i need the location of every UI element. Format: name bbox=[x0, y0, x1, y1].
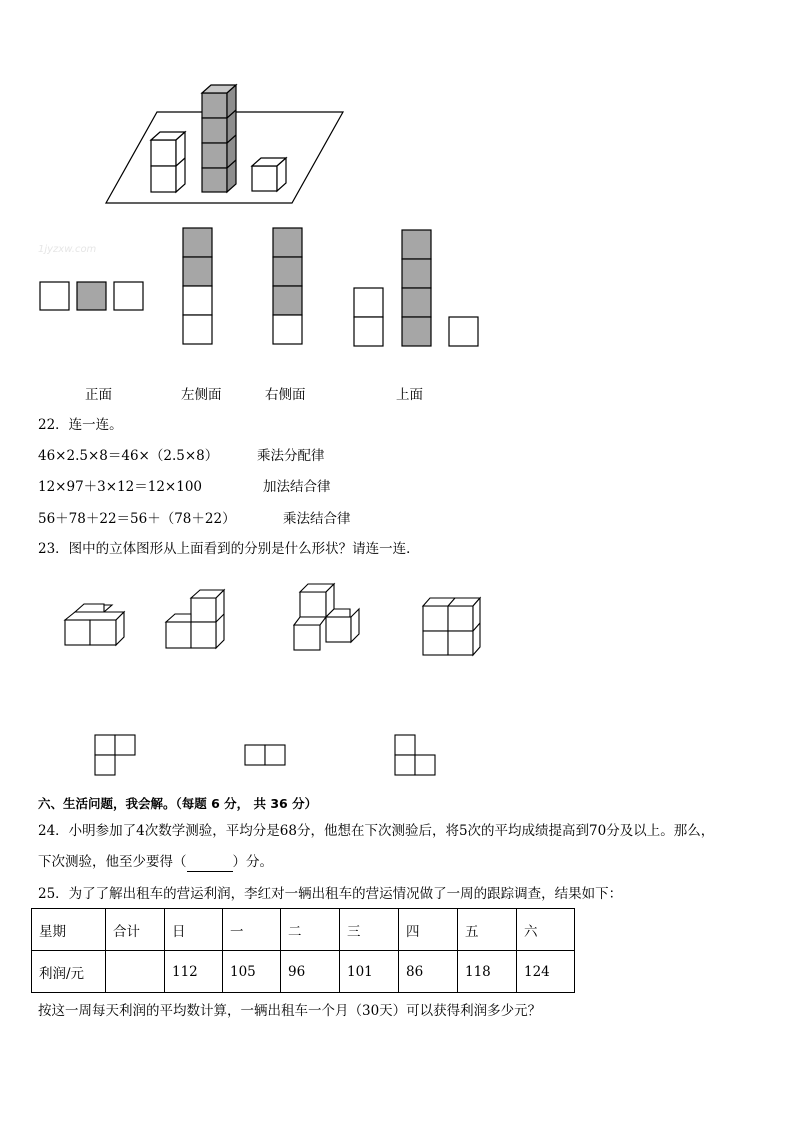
watermark: 1jyzxw.com bbox=[38, 244, 97, 255]
table-cell-total[interactable] bbox=[106, 951, 165, 993]
table-header-cell: 星期 bbox=[32, 909, 106, 951]
label-top: 上面 bbox=[396, 387, 423, 403]
section6-title: 六、生活问题，我会解。（每题 6 分， 共 36 分） bbox=[38, 796, 318, 811]
table-row bbox=[32, 909, 575, 951]
table-header-cell: 四 bbox=[399, 909, 458, 951]
table-header-cell: 合计 bbox=[106, 909, 165, 951]
label-front: 正面 bbox=[85, 387, 112, 403]
table-row-label: 利润/元 bbox=[32, 951, 106, 993]
label-right: 右侧面 bbox=[265, 387, 306, 403]
table-row bbox=[32, 951, 575, 993]
q22-law-1: 乘法分配律 bbox=[257, 448, 325, 464]
q25-question: 按这一周每天利润的平均数计算，一辆出租车一个月（30天）可以获得利润多少元？ bbox=[38, 1003, 542, 1019]
q23-title: 23．图中的立体图形从上面看到的分别是什么形状？请连一连． bbox=[38, 541, 420, 557]
table-cell: 124 bbox=[517, 951, 575, 993]
table-header-cell: 五 bbox=[458, 909, 517, 951]
q24-line2-post: ）分。 bbox=[232, 854, 273, 870]
q25-title: 25．为了了解出租车的营运利润，李红对一辆出租车的营运情况做了一周的跟踪调查，结果如下： bbox=[38, 886, 623, 902]
q24-answer-blank[interactable] bbox=[187, 853, 233, 872]
table-cell: 112 bbox=[165, 951, 223, 993]
table-cell: 101 bbox=[340, 951, 399, 993]
table-cell: 118 bbox=[458, 951, 517, 993]
label-left: 左侧面 bbox=[181, 387, 222, 403]
table-header-cell: 六 bbox=[517, 909, 575, 951]
q22-expr-3: 56＋78＋22＝56＋（78＋22） bbox=[38, 511, 236, 527]
table-header-cell: 日 bbox=[165, 909, 223, 951]
q24-line1: 24．小明参加了4次数学测验，平均分是68分，他想在下次测验后，将5次的平均成绩提高到70分及以上。那么， bbox=[38, 823, 715, 839]
q22-expr-1: 46×2.5×8＝46×（2.5×8） bbox=[38, 448, 219, 464]
q24-line2-pre: 下次测验，他至少要得（ bbox=[38, 854, 187, 870]
q22-law-2: 加法结合律 bbox=[263, 479, 331, 495]
table-cell: 96 bbox=[281, 951, 340, 993]
q22-title: 22．连一连。 bbox=[38, 417, 123, 433]
table-cell: 86 bbox=[399, 951, 458, 993]
q24-line2 bbox=[38, 853, 273, 872]
table-header-cell: 三 bbox=[340, 909, 399, 951]
table-header-cell: 二 bbox=[281, 909, 340, 951]
table-cell: 105 bbox=[223, 951, 281, 993]
profit-table bbox=[31, 908, 575, 993]
table-header-cell: 一 bbox=[223, 909, 281, 951]
q22-expr-2: 12×97＋3×12＝12×100 bbox=[38, 479, 203, 495]
q22-law-3: 乘法结合律 bbox=[283, 511, 351, 527]
